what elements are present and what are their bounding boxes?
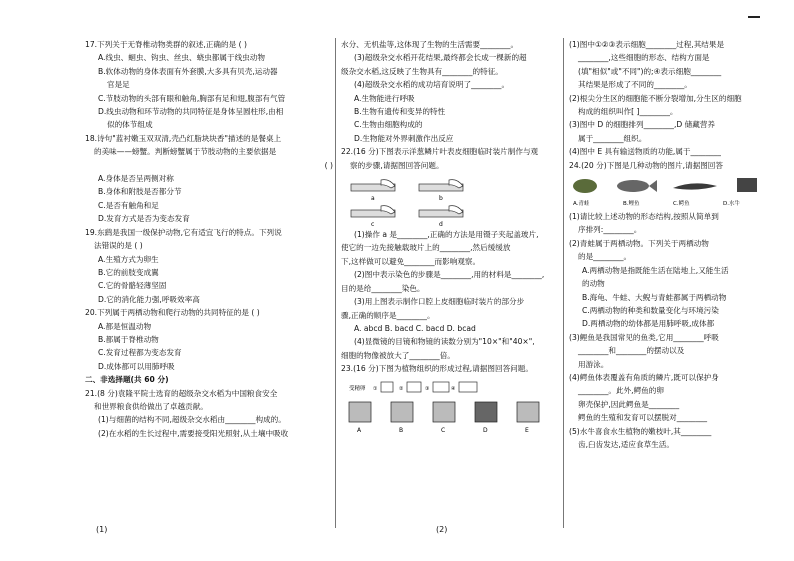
- step-arrow-3: ③: [425, 385, 430, 392]
- col2-line: 目的是给________染色。: [341, 283, 425, 293]
- tissue-block-B: [391, 402, 413, 422]
- col3-line: (1)请比较上述动物的形态结构,按照从简单到: [569, 212, 719, 222]
- col1-line: 官是足: [107, 80, 130, 90]
- col2-line: D.生物能对外界刺激作出反应: [354, 133, 454, 143]
- col1-line: C.发育过程都为变态发育: [98, 348, 182, 358]
- col3-line: (4)图中 E 具有输送物质的功能,属于________: [569, 147, 721, 157]
- col3-line: (1)图中①②③表示细胞________过程,其结果是: [569, 40, 725, 49]
- col1-line: 18.诗句"蓝衬嫩玉双双清,壳凸红脂块块香"描述的是餐桌上: [85, 133, 282, 143]
- col1-line: B.都属于脊椎动物: [98, 334, 159, 344]
- figure-24-animals: [569, 172, 769, 210]
- cell-stage-1: [381, 382, 393, 392]
- col1-line: ( ): [324, 160, 333, 170]
- tissue-letter-D: D: [483, 426, 488, 434]
- col1-line: B.软体动物的身体表面有外套膜,大多具有贝壳,运动器: [98, 66, 278, 76]
- col2-line: 23.(16 分)下图为植物组织的形成过程,请据图回答问题。: [341, 364, 533, 374]
- step-arrow-2: ②: [399, 385, 404, 392]
- col3-line: (3)鲤鱼是我国常见的鱼类,它用________呼吸: [569, 332, 719, 342]
- col3-line: C.两栖动物的种类和数量变化与环境污染: [582, 305, 719, 315]
- col1-line: 17.下列关于无脊椎动物类群的叙述,正确的是 ( ): [85, 40, 247, 49]
- col1-line: A.线虫、蛔虫、钩虫、丝虫、蛲虫都属于线虫动物: [98, 53, 265, 63]
- cell-stage-4: [459, 382, 477, 392]
- col2-line: 细胞的物像被放大了________倍。: [341, 350, 455, 360]
- carp-image: [617, 180, 657, 192]
- tissue-letter-C: C: [441, 426, 446, 434]
- col2-line: 22.(16 分)下图表示洋葱鳞片叶表皮细胞临时装片制作与观: [341, 147, 539, 157]
- col3-line: 其结果是形成了不同的________。: [578, 80, 692, 90]
- col3-line: B.海龟、牛蛙、大鲵与青蛙都属于两栖动物: [582, 292, 727, 302]
- col3-line: (3)图中 D 的细胞排列________,D 储藏营养: [569, 120, 716, 130]
- figure-22-steps: [341, 172, 491, 228]
- cell-stage-2: [407, 382, 421, 392]
- tissue-letter-E: E: [525, 426, 529, 434]
- tissue-block-A: [349, 402, 371, 422]
- column-divider-2: [563, 38, 564, 528]
- col1-line: B.身体和附肢是否都分节: [98, 187, 182, 197]
- col1-line: 似的体节组成: [107, 120, 153, 130]
- col3-line: 卵壳保护,因此鳄鱼是________: [578, 399, 680, 409]
- col3-line: 24.(20 分)下图是几种动物的图片,请据图回答: [569, 160, 723, 170]
- col3-line: ________。此外,鳄鱼的卵: [578, 386, 664, 396]
- zygote-label: 受精卵: [349, 385, 366, 392]
- col2-line: (3)超级杂交水稻开花结果,最终都会长成一棵新的超: [354, 53, 527, 63]
- col1-line: C.它的骨骼轻薄坚固: [98, 281, 167, 291]
- col1-line: (1)与细菌的结构不同,超级杂交水稻由________构成的。: [98, 415, 286, 425]
- column-divider-1: [335, 38, 336, 528]
- col3-line: 用游泳。: [578, 359, 609, 369]
- step-label-b: b: [439, 195, 443, 203]
- step-label-a: a: [371, 195, 375, 203]
- crocodile-caption: C.鳄鱼: [673, 201, 690, 208]
- col3-line: ________,这些细胞的形态、结构方面是: [578, 53, 710, 63]
- step-label-d: d: [439, 221, 443, 229]
- col1-line: A.身体是否呈两侧对称: [98, 174, 174, 184]
- tissue-letter-B: B: [399, 426, 404, 434]
- col1-line: A.都是恒温动物: [98, 321, 152, 331]
- col1-line: D.成体都可以用肺呼吸: [98, 361, 175, 371]
- col2-line: 级杂交水稻,这反映了生物具有________的特征。: [341, 66, 503, 76]
- col1-line: 的美味——螃蟹。判断螃蟹属于节肢动物的主要依据是: [94, 147, 277, 157]
- col3-line: (4)鳄鱼体表覆盖有角质的鳞片,既可以保护身: [569, 372, 719, 382]
- step-arrow-4: ④: [451, 385, 456, 392]
- col1-line: 21.(8 分)袁隆平院士选育的超级杂交水稻为中国粮食安全: [85, 388, 278, 398]
- col1-line: D.线虫动物和环节动物的共同特征是身体呈圆柱形,由相: [98, 107, 284, 117]
- col2-line: (1)操作 a 是________,正确的方法是用镊子夹起盖玻片,: [354, 230, 539, 240]
- col1-line: B.它的前肢变成翼: [98, 267, 159, 277]
- col1-line: (2)在水稻的生长过程中,需要接受阳光照射,从土壤中吸收: [98, 428, 289, 438]
- col3-line: ________和________的摆动以及: [578, 346, 685, 356]
- frog-caption: A.青蛙: [573, 201, 590, 208]
- col2-line: (2)图中表示染色的步骤是________,用的材料是________,: [354, 270, 545, 280]
- column-3: [569, 38, 794, 451]
- col3-line: (5)水牛喜食水生植物的嫩枝叶,其________: [569, 426, 712, 436]
- corner-mark: [748, 16, 760, 18]
- col3-line: (填"相似"或"不同")的;④表示细胞________: [578, 66, 722, 76]
- col2-line: 水分、无机盐等,这体现了生物的生活需要________。: [341, 40, 519, 49]
- col2-line: A.生物能进行呼吸: [354, 93, 415, 103]
- col3-line: 的动物: [582, 279, 605, 289]
- col1-line: D.它的消化能力强,呼吸效率高: [98, 294, 200, 304]
- col2-line: B.生物有遗传和变异的特性: [354, 107, 446, 117]
- col3-line: 鳄鱼的生殖和发育可以摆脱对________: [578, 413, 708, 423]
- step-label-c: c: [371, 221, 375, 229]
- col1-line: 法错误的是 ( ): [94, 241, 143, 251]
- col2-line: (4)显微镜的目镜和物镜的读数分别为"10×"和"40×",: [354, 337, 535, 347]
- col3-line: 的是________。: [578, 252, 632, 262]
- col3-line: 序排列:________。: [578, 225, 642, 235]
- col3-line: 属于________组织。: [578, 133, 647, 143]
- step-arrow-1: ①: [373, 385, 378, 392]
- carp-caption: B.鲤鱼: [623, 201, 640, 208]
- col3-line: (2)青蛙属于两栖动物。下列关于两栖动物: [569, 238, 709, 248]
- figure-23-tissues: [341, 376, 551, 436]
- col1-line: C.是否有触角和足: [98, 200, 159, 210]
- tissue-block-E: [517, 402, 539, 422]
- tissue-letter-A: A: [357, 426, 362, 434]
- buffalo-image: [737, 178, 757, 192]
- column-2: [341, 38, 559, 436]
- col3-line: (2)根尖分生区的细胞能不断分裂增加,分生区的细胞: [569, 93, 742, 103]
- col2-line: 使它的一边先接触载玻片上的________,然后缓缓放: [341, 243, 511, 253]
- col2-line: (3)用上图表示制作口腔上皮细胞临时装片的部分步: [354, 297, 525, 307]
- crocodile-image: [673, 183, 717, 189]
- col3-line: A.两栖动物是指既能生活在陆地上,又能生活: [582, 265, 729, 275]
- col1-line: 19.东鹞是我国一级保护动物,它有适宜飞行的特点。下列说: [85, 227, 282, 237]
- col2-line: 下,这样做可以避免________而影响观察。: [341, 256, 481, 266]
- tissue-block-D: [475, 402, 497, 422]
- col1-line: C.节肢动物的头部有眼和触角,胸部有足和翅,腹部有气管: [98, 93, 286, 103]
- col2-line: (4)超级杂交水稻的成功培育说明了________。: [354, 80, 510, 90]
- column-1: [85, 38, 333, 440]
- col2-line: 骤,正确的顺序是________。: [341, 310, 435, 320]
- page-number-left: (1): [96, 525, 108, 534]
- col1-line: 二、非选择题(共 60 分): [85, 375, 169, 385]
- col2-line: C.生物由细胞构成的: [354, 120, 423, 130]
- frog-image: [573, 179, 597, 193]
- col1-line: 20.下列属于两栖动物和爬行动物的共同特征的是 ( ): [85, 308, 260, 318]
- col2-line: 察的步骤,请据图回答问题。: [350, 160, 444, 170]
- col2-line: A. abcd B. bacd C. bacd D. bcad: [354, 323, 476, 333]
- buffalo-caption: D.水牛: [723, 201, 740, 208]
- col3-line: D.两栖动物的幼体都是用肺呼吸,成体都: [582, 319, 715, 329]
- col3-line: 构成的组织叫作[ ]________。: [578, 107, 678, 117]
- cell-stage-3: [433, 382, 449, 392]
- tissue-block-C: [433, 402, 455, 422]
- col1-line: A.生殖方式为卵生: [98, 254, 159, 264]
- col1-line: D.发育方式是否为变态发育: [98, 214, 190, 224]
- col1-line: 和世界粮食供给做出了卓越贡献。: [94, 401, 208, 411]
- page-number-middle: (2): [436, 525, 448, 534]
- col3-line: 齿,臼齿发达,适应食草生活。: [578, 439, 674, 449]
